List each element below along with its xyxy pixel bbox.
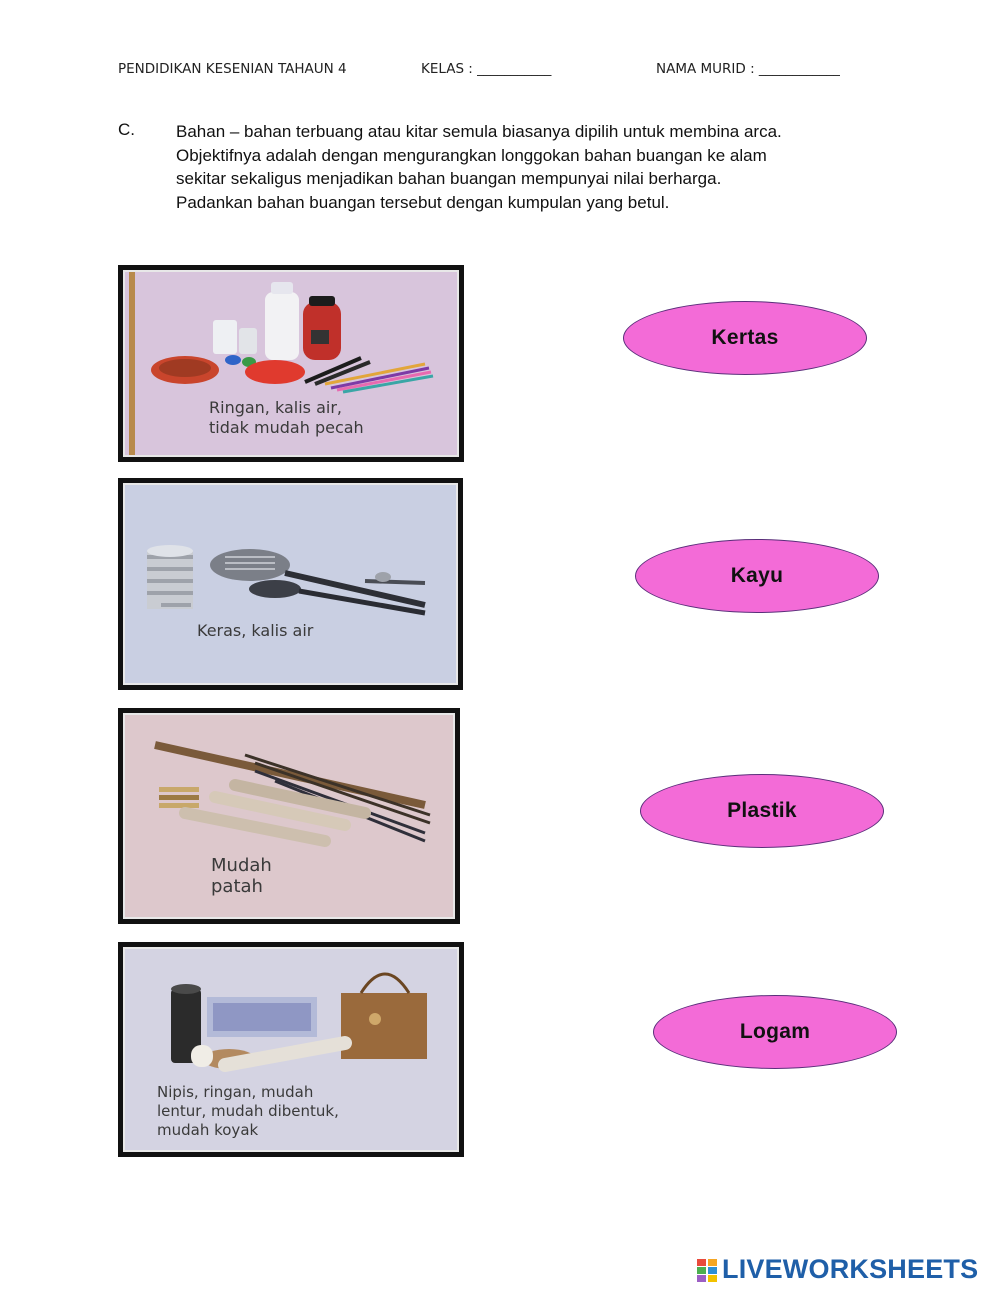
card-caption: Nipis, ringan, mudah lentur, mudah dibentuk, mudah koyak [157, 1083, 339, 1139]
card-caption: Mudah patah [211, 855, 272, 897]
option-logam[interactable] [653, 995, 897, 1069]
option-kertas[interactable] [623, 301, 867, 375]
plastic-items-photo [123, 270, 459, 457]
card-caption: Ringan, kalis air, tidak mudah pecah [209, 398, 364, 437]
wood-items-illustration [125, 715, 453, 917]
option-label: Kertas [711, 326, 779, 349]
instruction-line: Bahan – bahan terbuang atau kitar semula biasanya dipilih untuk membina arca. [176, 122, 782, 141]
option-label: Logam [739, 1020, 811, 1043]
image-card-wood [118, 708, 460, 924]
option-label: Kayu [730, 564, 784, 587]
subject-header: PENDIDIKAN KESENIAN TAHAUN 4 [118, 61, 347, 77]
image-card-metal [118, 478, 463, 690]
metal-items-illustration [125, 485, 456, 683]
instruction-line: sekitar sekaligus menjadikan bahan buangan mempunyai nilai berharga. [176, 169, 722, 188]
wood-items-photo [123, 713, 455, 919]
class-field: KELAS : ___________ [421, 61, 552, 77]
instruction-line: Padankan bahan buangan tersebut dengan kumpulan yang betul. [176, 192, 670, 212]
liveworksheets-logo-icon [697, 1257, 719, 1283]
option-plastik[interactable] [640, 774, 884, 848]
image-card-paper [118, 942, 464, 1157]
student-name-field: NAMA MURID : ____________ [656, 61, 840, 77]
question-letter: C. [118, 120, 135, 139]
brand-name: LIVEWORKSHEETS [722, 1254, 979, 1284]
metal-items-photo [123, 483, 458, 685]
instruction-line: Objektifnya adalah dengan mengurangkan longgokan bahan buangan ke alam [176, 145, 767, 165]
liveworksheets-logo [697, 1254, 978, 1285]
option-kayu[interactable] [635, 539, 879, 613]
question-instructions [176, 120, 896, 214]
paper-items-photo [123, 947, 459, 1152]
image-card-plastic [118, 265, 464, 462]
card-caption: Keras, kalis air [197, 621, 314, 640]
option-label: Plastik [727, 799, 797, 822]
